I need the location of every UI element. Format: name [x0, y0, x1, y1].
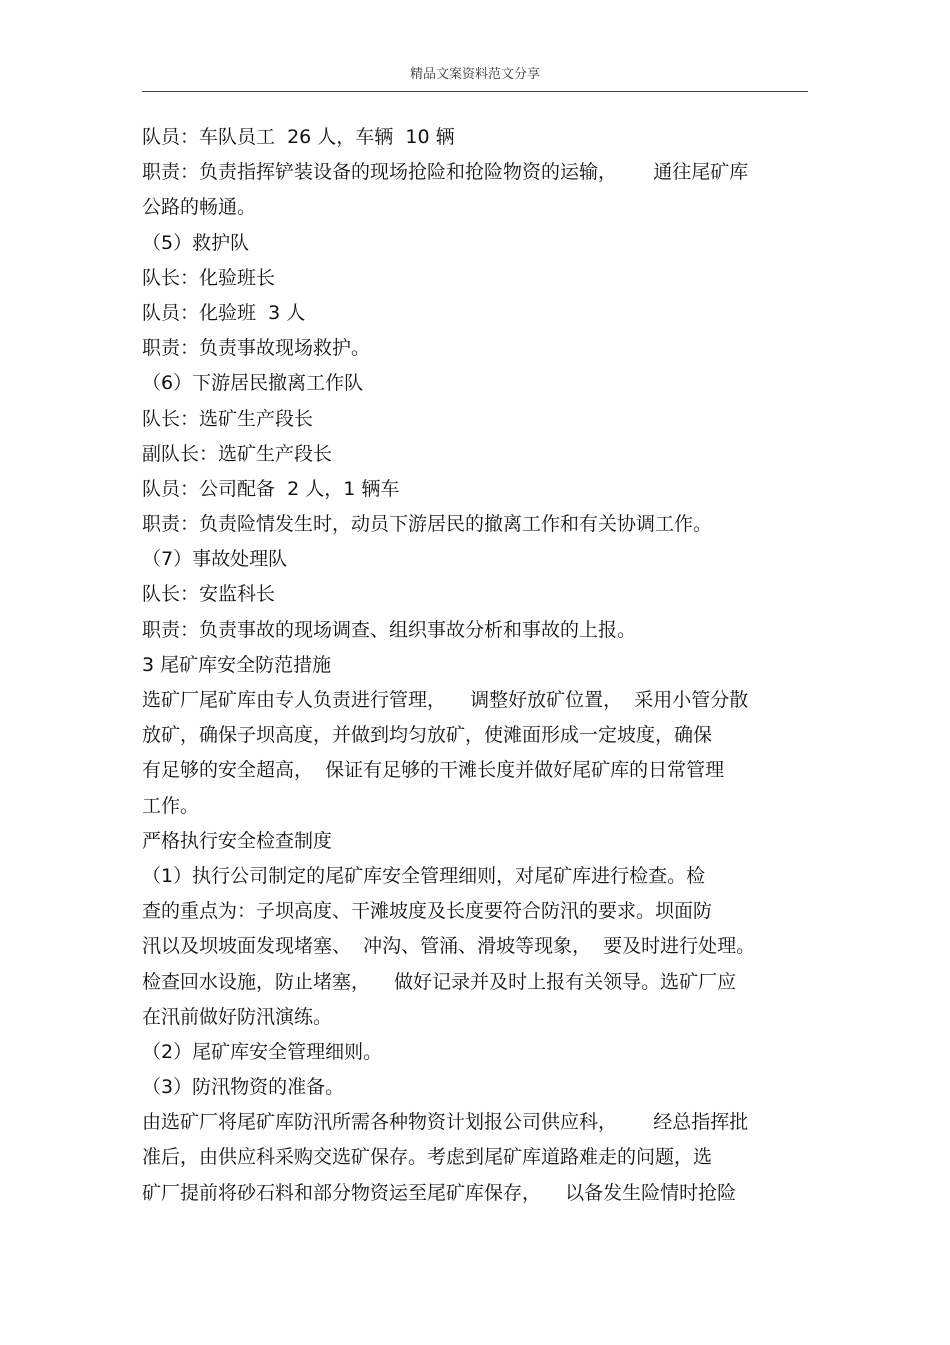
text-line: 队员：公司配备 2 人，1 辆车: [142, 477, 400, 500]
text-line: 选矿厂尾矿库由专人负责进行管理， 调整好放矿位置， 采用小管分散: [142, 689, 749, 711]
text-line: （1）执行公司制定的尾矿库安全管理细则，对尾矿库进行检查。检: [142, 864, 706, 887]
text-line: 职责：负责险情发生时，动员下游居民的撤离工作和有关协调工作。: [142, 513, 713, 536]
text-line: 职责：负责事故的现场调查、组织事故分析和事故的上报。: [142, 618, 637, 641]
text-line: （3）防汛物资的准备。: [142, 1076, 345, 1099]
text-line: 队员：车队员工 26 人，车辆 10 辆: [142, 126, 455, 148]
text-line: （2）尾矿库安全管理细则。: [142, 1040, 383, 1063]
text-line: 副队长：选矿生产段长: [142, 442, 333, 465]
section-heading: 3 尾矿库安全防范措施: [142, 653, 332, 676]
text-line: 准后，由供应科采购交选矿保存。考虑到尾矿库道路难走的问题，选: [142, 1146, 713, 1169]
text-line: 职责：负责事故现场救护。: [142, 337, 371, 360]
section-heading: （6）下游居民撤离工作队: [142, 372, 364, 395]
section-heading: （5）救护队: [142, 231, 250, 254]
text-line: 汛以及坝坡面发现堵塞、 冲沟、管涌、滑坡等现象， 要及时进行处理。: [142, 935, 756, 958]
section-heading: 严格执行安全检查制度: [142, 829, 333, 852]
page-header: 精品文案资料范文分享: [409, 67, 540, 82]
text-line: 队长：选矿生产段长: [142, 407, 314, 430]
header-divider: [142, 91, 808, 92]
text-line: 队长：化验班长: [142, 266, 276, 289]
text-line: 在汛前做好防汛演练。: [142, 1005, 333, 1028]
text-line: 公路的畅通。: [142, 196, 257, 219]
text-line: 由选矿厂将尾矿库防汛所需各种物资计划报公司供应科， 经总指挥批: [142, 1111, 749, 1134]
text-line: 检查回水设施，防止堵塞， 做好记录并及时上报有关领导。选矿厂应: [142, 970, 737, 993]
text-line: 队员：化验班 3 人: [142, 301, 306, 324]
document-body: [142, 120, 812, 1211]
text-line: 查的重点为：子坝高度、干滩坡度及长度要符合防汛的要求。坝面防: [142, 900, 713, 923]
section-heading: （7）事故处理队: [142, 548, 288, 571]
text-line: 矿厂提前将砂石料和部分物资运至尾矿库保存， 以备发生险情时抢险: [142, 1181, 737, 1204]
text-line: 放矿，确保子坝高度，并做到均匀放矿，使滩面形成一定坡度，确保: [142, 724, 713, 747]
text-line: 有足够的安全超高， 保证有足够的干滩长度并做好尾矿库的日常管理: [142, 759, 725, 782]
text-line: 工作。: [142, 794, 200, 817]
text-line: 队长：安监科长: [142, 583, 276, 606]
text-line: 职责：负责指挥铲装设备的现场抢险和抢险物资的运输， 通往尾矿库: [142, 161, 749, 184]
